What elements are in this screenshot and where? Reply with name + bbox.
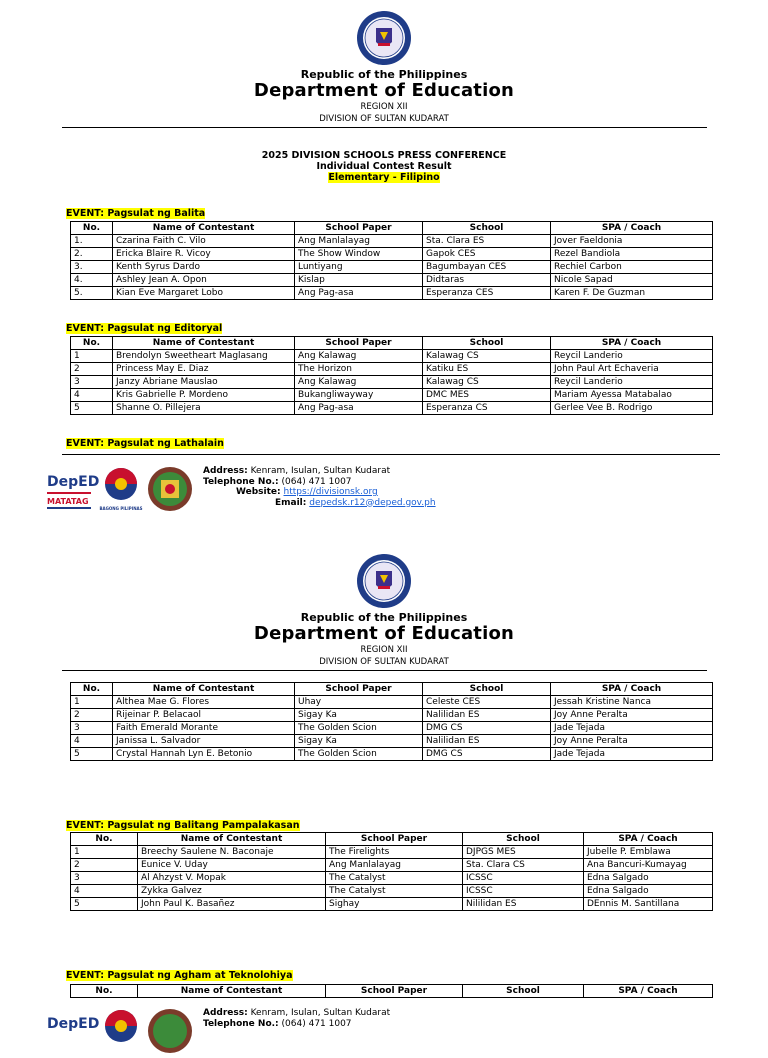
table-cell: 5. [71,287,113,300]
deped-logo-text: DepED [47,1016,100,1032]
table-cell: Sta. Clara CS [463,859,584,872]
table-cell: The Show Window [295,248,423,261]
republic-line: Republic of the Philippines [300,68,468,81]
table-cell: Jade Tejada [551,722,713,735]
column-header: School [463,833,584,846]
table-cell: Breechy Saulene N. Baconaje [138,846,326,859]
telephone-value: (064) 471 1007 [281,1018,352,1029]
table-cell: Althea Mae G. Flores [113,696,295,709]
table-cell: Jover Faeldonia [551,235,713,248]
column-header: School Paper [295,337,423,350]
table-cell: 1 [71,696,113,709]
table-cell: Kalawag CS [423,376,551,389]
table-cell: Crystal Hannah Lyn E. Betonio [113,748,295,761]
column-header: SPA / Coach [584,833,713,846]
table-cell: Sta. Clara ES [423,235,551,248]
table-cell: 2 [71,709,113,722]
bagong-pilipinas-text: BAGONG PILIPINAS [99,506,143,511]
table-cell: 3 [71,872,138,885]
event-label-agham: EVENT: Pagsulat ng Agham at Teknolohiya [66,970,293,981]
table-cell: Edna Salgado [584,885,713,898]
table-row [71,885,713,898]
column-header: Name of Contestant [138,833,326,846]
table-cell: Gerlee Vee B. Rodrigo [551,402,713,415]
table-cell: Princess May E. Diaz [113,363,295,376]
address-value: Kenram, Isulan, Sultan Kudarat [250,1008,391,1018]
table-row [71,872,713,885]
table-cell: DMC MES [423,389,551,402]
table-cell: Sigay Ka [295,735,423,748]
column-header: Name of Contestant [113,337,295,350]
table-cell: Celeste CES [423,696,551,709]
table-cell: Gapok CES [423,248,551,261]
deped-matatag-logo [46,1008,100,1054]
table-cell: ICSSC [463,872,584,885]
table-cell: DJPGS MES [463,846,584,859]
column-header: Name of Contestant [138,985,326,998]
region-line: REGION XII [360,645,408,655]
table-cell: 4 [71,885,138,898]
website-label: Website: [236,487,281,497]
table-header-row [71,985,713,998]
table-row [71,898,713,911]
bagong-pilipinas-logo [102,1008,140,1054]
table-cell: The Golden Scion [295,722,423,735]
table-header-row [71,222,713,235]
department-title: Department of Education [253,623,515,644]
table-cell: 4. [71,274,113,287]
table-cell: Eunice V. Uday [138,859,326,872]
table-cell: 2. [71,248,113,261]
department-title: Department of Education [253,80,515,101]
table-row [71,261,713,274]
table-cell: The Catalyst [326,885,463,898]
table-cell: Ana Bancuri-Kumayag [584,859,713,872]
table-row [71,363,713,376]
column-header: School Paper [326,985,463,998]
table-cell: Janzy Abriane Mauslao [113,376,295,389]
table-cell: Kian Eve Margaret Lobo [113,287,295,300]
table-cell: Joy Anne Peralta [551,735,713,748]
table-header-row [71,833,713,846]
column-header: School Paper [295,222,423,235]
table-row [71,722,713,735]
bagong-pilipinas-logo [99,466,143,512]
table-header-row [71,337,713,350]
column-header: School [463,985,584,998]
header-divider [62,127,707,128]
table-cell: Ericka Blaire R. Vicoy [113,248,295,261]
table-cell: 5 [71,898,138,911]
division-line: DIVISION OF SULTAN KUDARAT [319,657,449,667]
header-divider [62,670,707,671]
table-cell: Jubelle P. Emblawa [584,846,713,859]
table-cell: Didtaras [423,274,551,287]
table-cell: John Paul K. Basañez [138,898,326,911]
table-row [71,350,713,363]
table-cell: Ashley Jean A. Opon [113,274,295,287]
table-cell: Bukangliwayway [295,389,423,402]
column-header: No. [71,833,138,846]
result-subtitle: Individual Contest Result [316,161,452,172]
table-row [71,696,713,709]
table-cell: Ang Pag-asa [295,402,423,415]
address-value: Kenram, Isulan, Sultan Kudarat [250,466,391,476]
column-header: No. [71,985,138,998]
table-cell: Nalilidan ES [423,709,551,722]
table-cell: Janissa L. Salvador [113,735,295,748]
table-cell: Faith Emerald Morante [113,722,295,735]
telephone-value: (064) 471 1007 [281,476,352,487]
table-row [71,748,713,761]
table-cell: Karen F. De Guzman [551,287,713,300]
table-cell: Brendolyn Sweetheart Maglasang [113,350,295,363]
table-cell: Reycil Landerio [551,376,713,389]
column-header: School [423,222,551,235]
table-cell: Nililidan ES [463,898,584,911]
table-cell: Al Ahzyst V. Mopak [138,872,326,885]
table-row [71,248,713,261]
table-cell: DMG CS [423,748,551,761]
results-table-lathalain [70,682,713,761]
table-row [71,709,713,722]
event-label-lathalain: EVENT: Pagsulat ng Lathalain [66,438,224,449]
table-cell: Mariam Ayessa Matabalao [551,389,713,402]
table-cell: DEnnis M. Santillana [584,898,713,911]
table-cell: Rezel Bandiola [551,248,713,261]
table-cell: Rijeinar P. Belacaol [113,709,295,722]
table-cell: The Catalyst [326,872,463,885]
table-cell: Zykka Galvez [138,885,326,898]
table-cell: Kalawag CS [423,350,551,363]
table-cell: 4 [71,389,113,402]
table-cell: Sigay Ka [295,709,423,722]
table-cell: 1. [71,235,113,248]
table-row [71,846,713,859]
table-row [71,389,713,402]
results-table-pampalakasan [70,832,713,911]
table-cell: Esperanza CES [423,287,551,300]
table-cell: 3 [71,376,113,389]
table-row [71,376,713,389]
table-cell: Esperanza CS [423,402,551,415]
deped-logo-text: DepED [47,474,100,490]
table-cell: Ang Kalawag [295,350,423,363]
telephone-label: Telephone No.: [203,1018,279,1029]
table-cell: 1 [71,350,113,363]
address-label: Address: [203,466,248,476]
table-row [71,735,713,748]
column-header: No. [71,683,113,696]
results-table-balita [70,221,713,300]
deped-matatag-logo [46,466,100,512]
table-row [71,859,713,872]
column-header: School Paper [326,833,463,846]
table-cell: 3. [71,261,113,274]
table-cell: The Golden Scion [295,748,423,761]
table-cell: Ang Manlalayag [295,235,423,248]
email-label: Email: [275,497,307,508]
table-cell: Joy Anne Peralta [551,709,713,722]
table-cell: Kris Gabrielle P. Mordeno [113,389,295,402]
table-cell: The Horizon [295,363,423,376]
table-cell: 2 [71,363,113,376]
table-cell: Shanne O. Pillejera [113,402,295,415]
table-cell: 5 [71,748,113,761]
column-header: Name of Contestant [113,683,295,696]
column-header: School [423,683,551,696]
column-header: SPA / Coach [551,222,713,235]
table-cell: Uhay [295,696,423,709]
telephone-label: Telephone No.: [203,476,279,487]
table-cell: John Paul Art Echaveria [551,363,713,376]
table-cell: Sighay [326,898,463,911]
table-row [71,402,713,415]
table-cell: 2 [71,859,138,872]
deped-seal-icon [356,553,412,609]
email-link[interactable]: depedsk.r12@deped.gov.ph [309,497,436,508]
table-cell: Ang Manlalayag [326,859,463,872]
table-header-row [71,683,713,696]
table-cell: Nalilidan ES [423,735,551,748]
table-cell: Rechiel Carbon [551,261,713,274]
website-link[interactable]: https://divisionsk.org [283,487,378,497]
column-header: School Paper [295,683,423,696]
event-label-pampalakasan: EVENT: Pagsulat ng Balitang Pampalakasan [66,820,300,831]
table-cell: Kislap [295,274,423,287]
column-header: Name of Contestant [113,222,295,235]
table-cell: Katiku ES [423,363,551,376]
column-header: SPA / Coach [551,337,713,350]
table-cell: 1 [71,846,138,859]
column-header: School [423,337,551,350]
region-line: REGION XII [360,102,408,112]
column-header: SPA / Coach [551,683,713,696]
table-cell: Jade Tejada [551,748,713,761]
table-row [71,235,713,248]
column-header: No. [71,337,113,350]
event-label-editoryal: EVENT: Pagsulat ng Editoryal [66,323,223,334]
table-cell: Ang Kalawag [295,376,423,389]
table-cell: Kenth Syrus Dardo [113,261,295,274]
table-cell: Nicole Sapad [551,274,713,287]
matatag-logo-text: MATATAG [47,497,89,506]
table-cell: 3 [71,722,113,735]
republic-line: Republic of the Philippines [300,611,468,624]
footer-divider [62,454,720,455]
division-seal-icon [147,466,193,512]
table-cell: Ang Pag-asa [295,287,423,300]
table-cell: Bagumbayan CES [423,261,551,274]
table-row [71,274,713,287]
table-cell: Reycil Landerio [551,350,713,363]
table-cell: DMG CS [423,722,551,735]
table-cell: The Firelights [326,846,463,859]
table-cell: Edna Salgado [584,872,713,885]
category-label: Elementary - Filipino [328,172,440,183]
table-cell: Czarina Faith C. Vilo [113,235,295,248]
address-label: Address: [203,1008,248,1018]
table-cell: Jessah Kristine Nanca [551,696,713,709]
column-header: No. [71,222,113,235]
results-table-agham [70,984,713,998]
conference-title: 2025 DIVISION SCHOOLS PRESS CONFERENCE [261,150,507,161]
column-header: SPA / Coach [584,985,713,998]
table-cell: ICSSC [463,885,584,898]
table-cell: 4 [71,735,113,748]
event-label-balita: EVENT: Pagsulat ng Balita [66,208,206,219]
results-table-editoryal [70,336,713,415]
division-line: DIVISION OF SULTAN KUDARAT [319,114,449,124]
table-row [71,287,713,300]
table-cell: Luntiyang [295,261,423,274]
deped-seal-icon [356,10,412,66]
table-cell: 5 [71,402,113,415]
division-seal-icon [147,1008,193,1054]
